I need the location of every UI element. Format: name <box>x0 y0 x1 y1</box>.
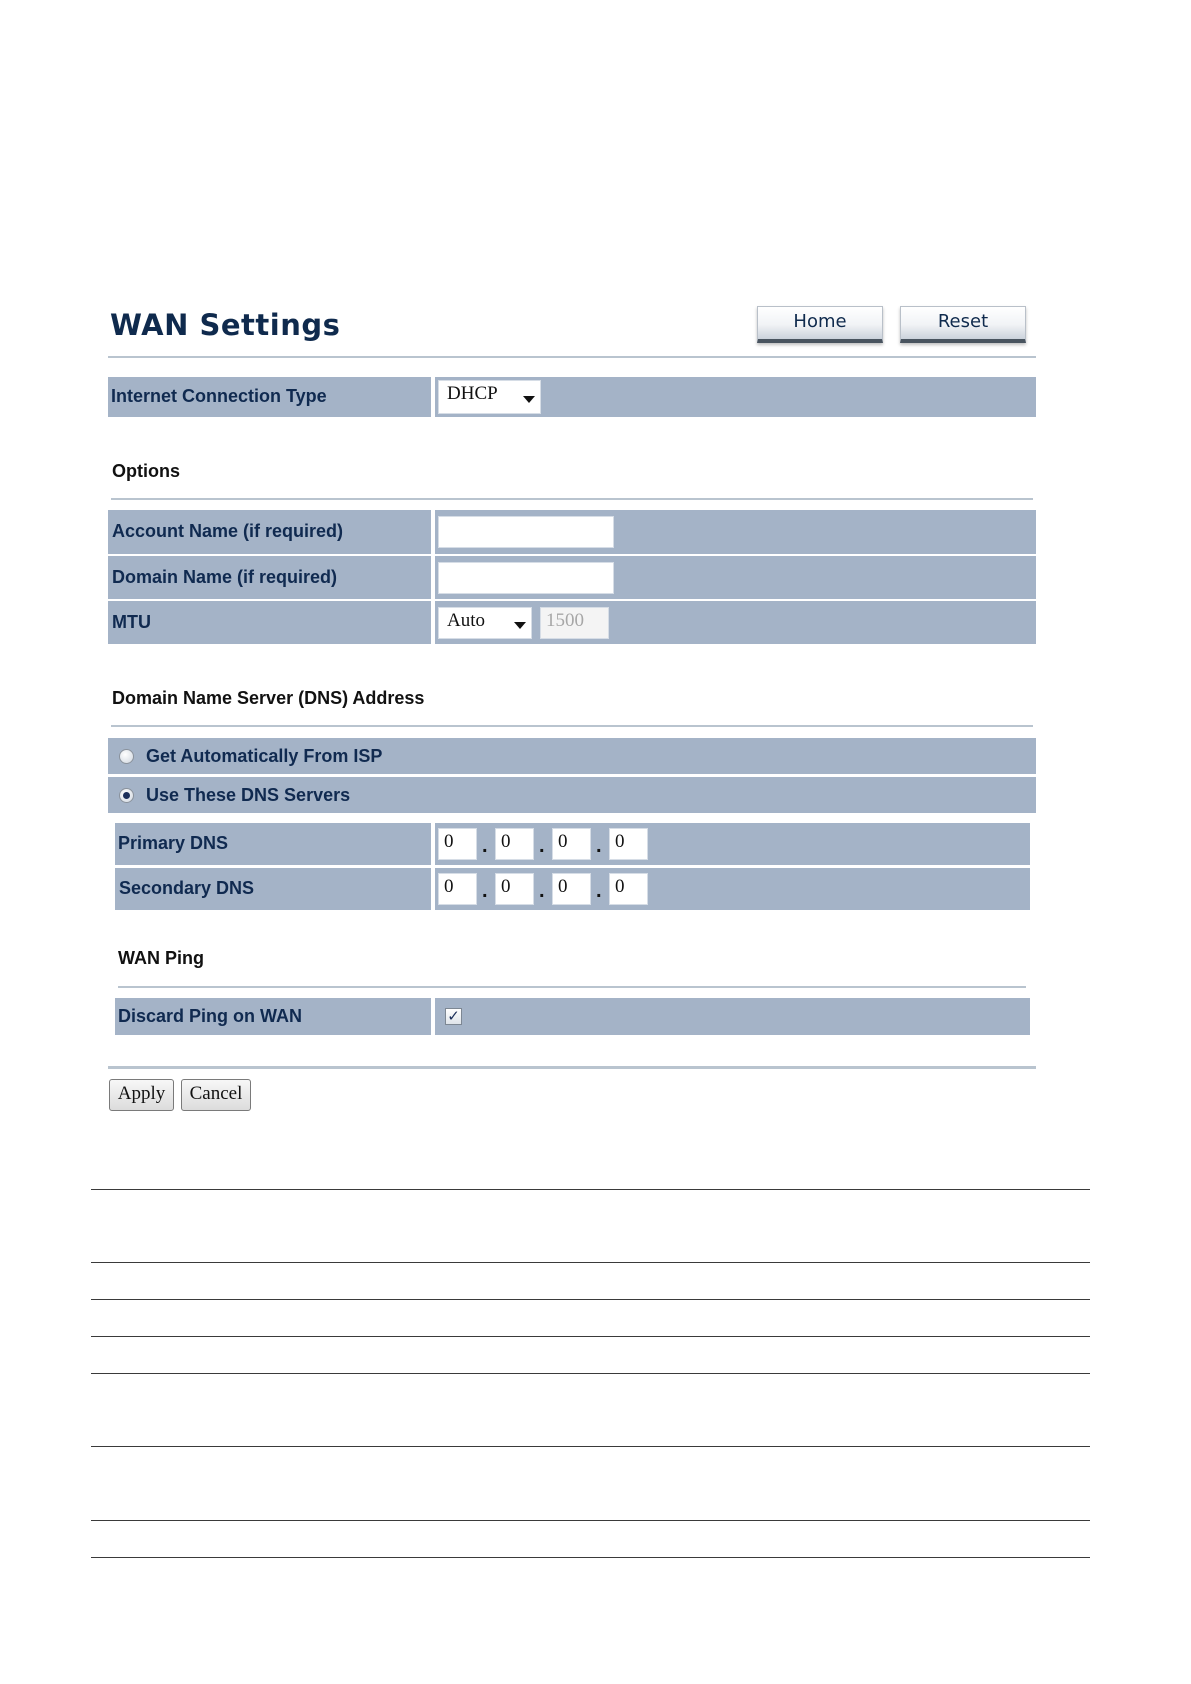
dns-heading: Domain Name Server (DNS) Address <box>112 688 425 708</box>
table-rule <box>91 1520 1090 1521</box>
primary-dns-octet-3[interactable]: 0 <box>552 828 591 860</box>
wan-ping-divider <box>118 986 1026 988</box>
dns-manual-row <box>108 777 1036 813</box>
row-separator <box>431 868 435 910</box>
octet-separator: . <box>596 835 602 857</box>
primary-dns-octet-4[interactable]: 0 <box>609 828 648 860</box>
dns-divider <box>111 725 1033 727</box>
connection-type-row <box>108 377 1036 417</box>
account-name-label: Account Name (if required) <box>112 521 344 541</box>
table-rule <box>91 1373 1090 1374</box>
octet-separator: . <box>596 880 602 902</box>
row-separator <box>431 601 435 644</box>
dns-manual-radio[interactable] <box>119 788 134 803</box>
table-rule <box>91 1262 1090 1263</box>
chevron-down-icon <box>514 622 526 629</box>
discard-ping-row <box>115 998 1030 1035</box>
checkmark-icon: ✓ <box>447 1007 460 1025</box>
mtu-row <box>108 601 1036 644</box>
options-heading: Options <box>112 461 180 481</box>
apply-button[interactable]: Apply <box>109 1079 174 1111</box>
home-button[interactable]: Home <box>757 306 883 343</box>
reset-button[interactable]: Reset <box>900 306 1026 343</box>
row-separator <box>431 823 435 865</box>
domain-name-input[interactable] <box>438 562 614 594</box>
octet-separator: . <box>539 835 545 857</box>
mtu-mode-select[interactable] <box>438 607 532 639</box>
options-divider <box>111 498 1033 500</box>
account-name-row <box>108 510 1036 554</box>
mtu-mode-value: Auto <box>447 610 485 631</box>
secondary-dns-octet-2[interactable]: 0 <box>495 873 534 905</box>
cancel-button[interactable]: Cancel <box>181 1079 251 1111</box>
title-divider <box>108 356 1036 358</box>
form-divider <box>108 1066 1036 1069</box>
chevron-down-icon <box>523 396 535 403</box>
connection-type-label: Internet Connection Type <box>111 386 327 406</box>
discard-ping-checkbox[interactable] <box>445 1008 462 1025</box>
connection-type-select[interactable] <box>438 380 541 414</box>
connection-type-value: DHCP <box>447 383 498 404</box>
table-rule <box>91 1446 1090 1447</box>
secondary-dns-label: Secondary DNS <box>119 878 255 898</box>
row-separator <box>431 556 435 599</box>
domain-name-row <box>108 556 1036 599</box>
dns-auto-row <box>108 738 1036 774</box>
dns-auto-radio[interactable] <box>119 749 134 764</box>
mtu-label: MTU <box>112 612 151 632</box>
primary-dns-row <box>115 823 1030 865</box>
dns-manual-label: Use These DNS Servers <box>146 785 351 805</box>
page-title: WAN Settings <box>110 308 341 342</box>
octet-separator: . <box>482 880 488 902</box>
primary-dns-octet-2[interactable]: 0 <box>495 828 534 860</box>
primary-dns-octet-1[interactable]: 0 <box>438 828 477 860</box>
account-name-input[interactable] <box>438 516 614 548</box>
secondary-dns-octet-3[interactable]: 0 <box>552 873 591 905</box>
table-rule <box>91 1557 1090 1558</box>
secondary-dns-row <box>115 868 1030 910</box>
octet-separator: . <box>539 880 545 902</box>
secondary-dns-octet-4[interactable]: 0 <box>609 873 648 905</box>
domain-name-label: Domain Name (if required) <box>112 567 338 587</box>
secondary-dns-octet-1[interactable]: 0 <box>438 873 477 905</box>
wan-ping-heading: WAN Ping <box>118 948 204 968</box>
primary-dns-label: Primary DNS <box>118 833 229 853</box>
table-rule <box>91 1189 1090 1190</box>
mtu-value-input[interactable]: 1500 <box>540 607 609 639</box>
table-rule <box>91 1299 1090 1300</box>
octet-separator: . <box>482 835 488 857</box>
row-separator <box>431 377 435 417</box>
discard-ping-label: Discard Ping on WAN <box>118 1006 303 1026</box>
dns-auto-label: Get Automatically From ISP <box>146 746 383 766</box>
table-rule <box>91 1336 1090 1337</box>
row-separator <box>431 510 435 554</box>
row-separator <box>431 998 435 1035</box>
